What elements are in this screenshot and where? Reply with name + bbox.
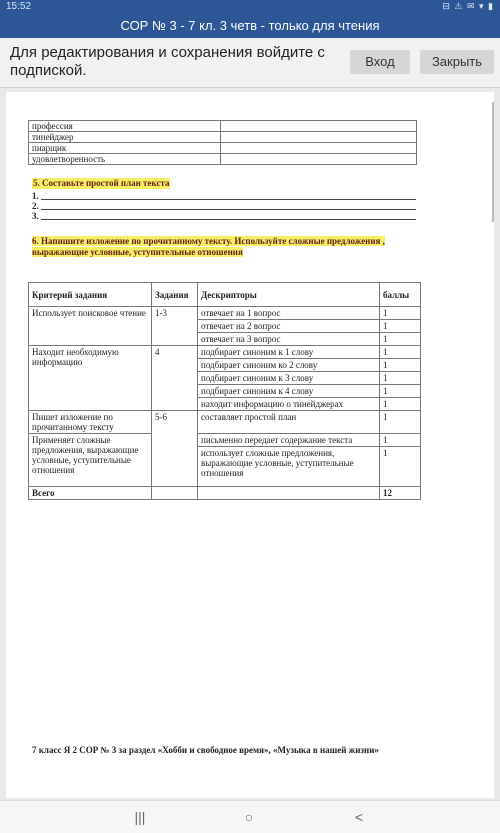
status-bar xyxy=(0,0,500,14)
subscription-notice xyxy=(0,38,500,88)
home-icon[interactable]: ○ xyxy=(244,809,254,825)
descriptor-cell: находит информацию о тинейджерах xyxy=(198,398,380,411)
table-row xyxy=(29,121,417,132)
task5-heading: 5. Составьте простой план текста xyxy=(33,178,170,188)
total-label: Всего xyxy=(29,487,152,500)
score-cell: 1 xyxy=(380,359,421,372)
document-page[interactable] xyxy=(6,92,494,798)
criterion-cell: Применяет сложные предложения, выражающие условные, уступительные отношения xyxy=(29,434,152,487)
descriptor-cell: подбирает синоним ко 2 слову xyxy=(198,359,380,372)
task6-heading-text: 6. Напишите изложение по прочитанному тексту. Используйте сложные предложения , выражающие условные, уступительные отношения xyxy=(32,236,385,257)
table-header-row xyxy=(29,283,421,307)
header-descriptor: Дескрипторы xyxy=(198,283,380,307)
table-cell xyxy=(221,132,417,143)
score-cell: 1 xyxy=(380,320,421,333)
task-cell: 4 xyxy=(152,346,198,411)
criterion-cell: Использует поисковое чтение xyxy=(29,307,152,346)
table-cell xyxy=(221,154,417,165)
descriptor-cell: использует сложные предложения, выражающие условные, уступительные отношения xyxy=(198,447,380,487)
table-cell: удовлетворенность xyxy=(29,154,221,165)
task-cell: 5-6 xyxy=(152,411,198,487)
table-row xyxy=(29,434,421,447)
descriptor-cell: подбирает синоним к 3 слову xyxy=(198,372,380,385)
score-cell: 1 xyxy=(380,385,421,398)
score-cell: 1 xyxy=(380,434,421,447)
plan-line-number: 3. xyxy=(32,211,39,221)
table-row xyxy=(29,154,417,165)
table-cell: тинейджер xyxy=(29,132,221,143)
document-footer: 7 класс Я 2 СОР № 3 за раздел «Хобби и свободное время», «Музыка в нашей жизни» xyxy=(32,745,379,755)
table-row xyxy=(29,132,417,143)
table-row xyxy=(29,411,421,434)
system-status-icons: ⊟ ⚠ ✉ ▾ ▮ xyxy=(442,1,494,11)
score-cell: 1 xyxy=(380,411,421,434)
score-cell: 1 xyxy=(380,372,421,385)
header-criterion: Критерий задания xyxy=(29,283,152,307)
close-button[interactable]: Закрыть xyxy=(420,50,494,74)
back-icon[interactable]: < xyxy=(354,809,364,825)
criterion-cell: Находит необходимую информацию xyxy=(29,346,152,411)
table-row xyxy=(29,143,417,154)
android-nav-bar xyxy=(0,800,500,833)
total-score: 12 xyxy=(380,487,421,500)
plan-line xyxy=(32,191,416,201)
plan-line-number: 1. xyxy=(32,191,39,201)
login-button[interactable]: Вход xyxy=(350,50,410,74)
header-task: Задания xyxy=(152,283,198,307)
status-time: 15:52 xyxy=(6,1,32,12)
descriptor-cell: составляет простой план xyxy=(198,411,380,434)
descriptor-cell: подбирает синоним к 1 слову xyxy=(198,346,380,359)
recent-apps-icon[interactable]: ||| xyxy=(134,809,146,825)
score-cell: 1 xyxy=(380,398,421,411)
table-row xyxy=(29,346,421,359)
criterion-cell: Пишет изложение по прочитанному тексту xyxy=(29,411,152,434)
score-cell: 1 xyxy=(380,307,421,320)
table-cell: профессия xyxy=(29,121,221,132)
header-score: баллы xyxy=(380,283,421,307)
table-cell xyxy=(221,121,417,132)
total-row xyxy=(29,487,421,500)
descriptor-cell: письменно передает содержание текста xyxy=(198,434,380,447)
task6-heading xyxy=(32,236,437,258)
plan-line xyxy=(32,211,416,221)
plan-line-number: 2. xyxy=(32,201,39,211)
document-title-bar xyxy=(0,14,500,38)
table-cell xyxy=(221,143,417,154)
page-edge xyxy=(492,102,494,222)
descriptor-cell: отвечает на 3 вопрос xyxy=(198,333,380,346)
descriptor-cell: отвечает на 1 вопрос xyxy=(198,307,380,320)
document-title: СОР № 3 - 7 кл. 3 четв - только для чтения xyxy=(120,18,380,33)
descriptor-cell: отвечает на 2 вопрос xyxy=(198,320,380,333)
score-cell: 1 xyxy=(380,447,421,487)
plan-line xyxy=(32,201,416,211)
table-cell: пиарщик xyxy=(29,143,221,154)
score-cell: 1 xyxy=(380,346,421,359)
task-cell: 1-3 xyxy=(152,307,198,346)
total-empty xyxy=(198,487,380,500)
word-table xyxy=(28,120,417,165)
notice-message: Для редактирования и сохранения войдите с подпиской. xyxy=(10,44,325,79)
descriptor-cell: подбирает синоним к 4 слову xyxy=(198,385,380,398)
score-cell: 1 xyxy=(380,333,421,346)
total-empty xyxy=(152,487,198,500)
table-row xyxy=(29,307,421,320)
criteria-table xyxy=(28,282,421,500)
